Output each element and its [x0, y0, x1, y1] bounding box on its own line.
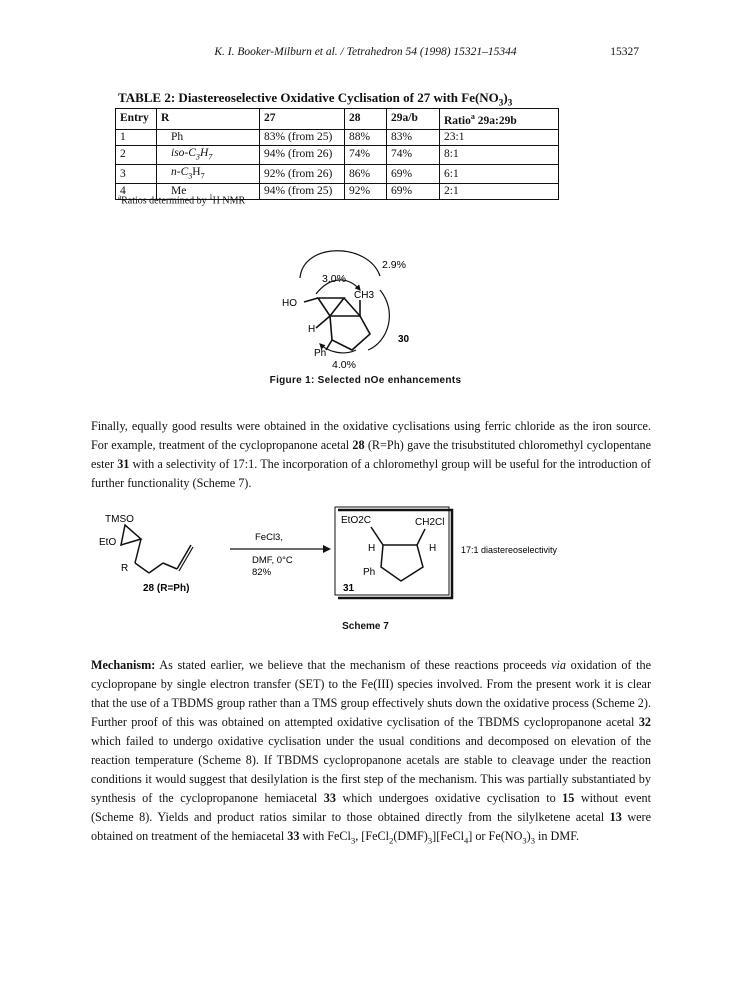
- cell-27: 94% (from 26): [260, 145, 345, 164]
- cell-entry: 4: [116, 184, 157, 200]
- reaction-arrowhead: [323, 545, 331, 553]
- compound-number-30: 30: [398, 334, 410, 345]
- label-ch2cl: CH2Cl: [415, 517, 445, 528]
- label-ho: HO: [282, 298, 297, 309]
- cell-29ab: 74%: [387, 145, 440, 164]
- table-row: [116, 145, 559, 164]
- table-header-row: [116, 109, 559, 130]
- noe-label-bottom: 4.0%: [332, 359, 356, 371]
- cell-r: iso-$C_3H_7$: [157, 145, 260, 164]
- yield-label: 82%: [252, 567, 272, 578]
- scheme-7: [95, 505, 615, 615]
- cell-28: 74%: [345, 145, 387, 164]
- header-r: R: [157, 109, 260, 130]
- table-2: [115, 108, 559, 200]
- header-29ab: 29a/b: [387, 109, 440, 130]
- cell-r: $n-C_3H_7$: [157, 165, 260, 184]
- noe-label-top: 2.9%: [382, 259, 406, 271]
- product-compound-label: 31: [343, 583, 355, 594]
- header-27: 27: [260, 109, 345, 130]
- label-tmso: TMSO: [105, 514, 134, 525]
- selectivity-label: 17:1 diastereoselectivity: [461, 545, 558, 555]
- figure-1-caption: Figure 1: Selected nOe enhancements: [269, 375, 462, 386]
- cell-28: 88%: [345, 129, 387, 145]
- cell-29ab: 69%: [387, 165, 440, 184]
- cell-entry: 2: [116, 145, 157, 164]
- label-eto: EtO: [99, 537, 117, 548]
- cell-ratio: 2:1: [440, 184, 559, 200]
- table-row: [116, 165, 559, 184]
- cyclopropane-ring: [318, 298, 344, 316]
- cell-ratio: 23:1: [440, 129, 559, 145]
- conditions-label: DMF, 0°C: [252, 555, 293, 566]
- header-ratio: Ratio$^a$ 29a:29b: [440, 109, 559, 130]
- cell-r: Me: [157, 184, 260, 200]
- label-ph-product: Ph: [363, 567, 376, 578]
- product-cyclopentane: [381, 545, 423, 581]
- scheme-7-caption: Scheme 7: [342, 621, 389, 632]
- cell-29ab: 83%: [387, 129, 440, 145]
- label-eto2c: EtO2C: [341, 515, 372, 526]
- table-2-grid: [115, 108, 559, 200]
- cell-ratio: 8:1: [440, 145, 559, 164]
- header-28: 28: [345, 109, 387, 130]
- reagent-label: FeCl3,: [255, 532, 283, 543]
- label-h-left: H: [368, 543, 376, 554]
- header-entry: Entry: [116, 109, 157, 130]
- running-head: K. I. Booker-Milburn et al. / Tetrahedron 54 (1998) 15321–15344: [214, 46, 517, 58]
- page-number: 15327: [610, 46, 639, 58]
- paragraph-ferric-chloride: Finally, equally good results were obtained in the oxidative cyclisations using ferric chloride as the iron source. For example, treatment of the cyclopropanone acetal 28 (R=Ph) gave the trisubstituted chloromethyl cyclopentane ester 31 with a selectivity of 17:1. The incorporation of a chloromethyl group will be useful for the introduction of further functionality (Scheme 7).: [91, 419, 651, 490]
- label-r: R: [121, 563, 129, 574]
- cell-28: 86%: [345, 165, 387, 184]
- label-ph: Ph: [314, 348, 327, 359]
- table-row: [116, 129, 559, 145]
- label-h: H: [308, 324, 316, 335]
- label-h-right: H: [429, 543, 437, 554]
- label-ch3: CH3: [354, 290, 375, 301]
- cell-27: 83% (from 25): [260, 129, 345, 145]
- cell-entry: 1: [116, 129, 157, 145]
- cyclopentane-ring: [330, 316, 370, 350]
- noe-label-mid: 3.0%: [322, 273, 346, 285]
- cell-27: 94% (from 25): [260, 184, 345, 200]
- table-footnote: $^a$Ratios determined by $^1$H NMR: [118, 193, 246, 207]
- table-caption: TABLE 2: Diastereoselective Oxidative Cyclisation of 27 with $Fe(NO_3)_3$: [118, 90, 513, 108]
- cell-29ab: 69%: [387, 184, 440, 200]
- cell-ratio: 6:1: [440, 165, 559, 184]
- figure-1-structure: [248, 232, 448, 372]
- cell-27: 92% (from 26): [260, 165, 345, 184]
- cell-entry: 3: [116, 165, 157, 184]
- cell-r: Ph: [157, 129, 260, 145]
- sm-cyclopropane: [121, 525, 141, 545]
- cell-28: 92%: [345, 184, 387, 200]
- start-compound-label: 28 (R=Ph): [143, 583, 190, 594]
- paragraph-mechanism: Mechanism: As stated earlier, we believe that the mechanism of these reactions proceeds via oxidation of the cyclopropane by single electron transfer (SET) to the Fe(III) species involved. From the present work it is clear that the use of a TBDMS group rather than a TMS group effectively shuts down the oxidative process (Scheme 2). Further proof of this was obtained on attempted oxidative cyclisation of the TBDMS cyclopropanone acetal 32 which failed to undergo oxidative cyclisation under the usual conditions and decomposed on elevation of the reaction temperature (Scheme 8). If TBDMS cyclopropanone acetals are stable to cleavage under the reaction conditions it would suggest that desilylation is the first step of the mechanism. This was partially substantiated by synthesis of the cyclopropanone hemiacetal 33 which undergoes oxidative cyclisation to 15 without event (Scheme 8). Yields and product ratios similar to those obtained directly from the silylketene acetal 13 were obtained on treatment of the hemiacetal 33 with FeCl$_3$, $[FeCl_2(DMF)_3][FeCl_4]$ or $Fe(NO_3)_3$ in DMF.: [91, 658, 652, 846]
